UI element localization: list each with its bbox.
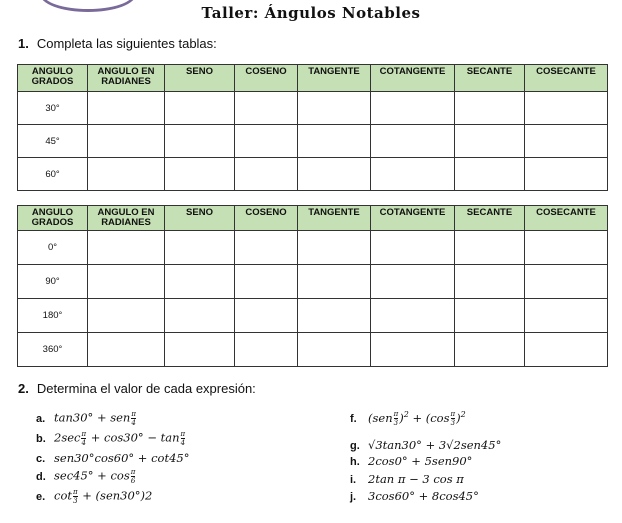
expression-i: i. 2tan π − 3 cos π	[350, 472, 464, 486]
answer-cell[interactable]	[371, 158, 455, 191]
answer-cell[interactable]	[298, 158, 371, 191]
answer-cell[interactable]	[88, 125, 165, 158]
answer-cell[interactable]	[371, 299, 455, 333]
answer-cell[interactable]	[371, 125, 455, 158]
answer-cell[interactable]	[165, 231, 235, 265]
column-header: COTANGENTE	[371, 65, 455, 92]
question-2-number: 2.	[18, 381, 29, 396]
answer-cell[interactable]	[371, 231, 455, 265]
column-header: ANGULO GRADOS	[18, 65, 88, 92]
table-row	[18, 299, 608, 333]
column-header: SENO	[165, 206, 235, 231]
angle-cell: 0°	[18, 231, 88, 265]
answer-cell[interactable]	[235, 231, 298, 265]
question-1-number: 1.	[18, 36, 29, 51]
answer-cell[interactable]	[298, 231, 371, 265]
answer-cell[interactable]	[455, 299, 525, 333]
table-1-header-row	[18, 65, 608, 92]
answer-cell[interactable]	[455, 125, 525, 158]
column-header: TANGENTE	[298, 65, 371, 92]
expression-g: g. √3tan30° + 3√2sen45°	[350, 438, 502, 452]
answer-cell[interactable]	[88, 265, 165, 299]
angle-cell: 30°	[18, 92, 88, 125]
angle-cell: 90°	[18, 265, 88, 299]
answer-cell[interactable]	[235, 125, 298, 158]
answer-cell[interactable]	[165, 158, 235, 191]
column-header: ANGULO EN RADIANES	[88, 206, 165, 231]
table-2-header-row	[18, 206, 608, 231]
angle-cell: 180°	[18, 299, 88, 333]
answer-cell[interactable]	[88, 299, 165, 333]
answer-cell[interactable]	[235, 158, 298, 191]
column-header: SENO	[165, 65, 235, 92]
table-row	[18, 231, 608, 265]
column-header: TANGENTE	[298, 206, 371, 231]
answer-cell[interactable]	[235, 333, 298, 367]
question-1	[18, 36, 217, 51]
table-row	[18, 125, 608, 158]
table-row	[18, 265, 608, 299]
answer-cell[interactable]	[165, 92, 235, 125]
table-2	[17, 205, 608, 367]
answer-cell[interactable]	[371, 333, 455, 367]
answer-cell[interactable]	[235, 299, 298, 333]
column-header: ANGULO EN RADIANES	[88, 65, 165, 92]
column-header: COTANGENTE	[371, 206, 455, 231]
column-header: COSENO	[235, 65, 298, 92]
answer-cell[interactable]	[88, 333, 165, 367]
answer-cell[interactable]	[298, 92, 371, 125]
answer-cell[interactable]	[88, 158, 165, 191]
question-2-text: Determina el valor de cada expresión:	[36, 381, 256, 396]
table-row	[18, 333, 608, 367]
answer-cell[interactable]	[455, 92, 525, 125]
answer-cell[interactable]	[525, 158, 608, 191]
answer-cell[interactable]	[235, 265, 298, 299]
answer-cell[interactable]	[525, 299, 608, 333]
answer-cell[interactable]	[165, 265, 235, 299]
answer-cell[interactable]	[525, 92, 608, 125]
answer-cell[interactable]	[298, 265, 371, 299]
question-2	[18, 381, 256, 396]
answer-cell[interactable]	[455, 158, 525, 191]
column-header: SECANTE	[455, 206, 525, 231]
column-header: COSENO	[235, 206, 298, 231]
answer-cell[interactable]	[235, 92, 298, 125]
answer-cell[interactable]	[165, 333, 235, 367]
answer-cell[interactable]	[525, 333, 608, 367]
column-header: SECANTE	[455, 65, 525, 92]
expression-f: f. (sen $\frac{\pi}{3}$ )$^2$ + (cos $\frac{\pi}{3}$ )$^2$	[350, 410, 466, 428]
answer-cell[interactable]	[298, 125, 371, 158]
column-header: ANGULO GRADOS	[18, 206, 88, 231]
column-header: COSECANTE	[525, 206, 608, 231]
answer-cell[interactable]	[525, 125, 608, 158]
answer-cell[interactable]	[165, 125, 235, 158]
answer-cell[interactable]	[525, 265, 608, 299]
expression-a: a. tan30° + sen $\frac{\pi}{4}$	[36, 410, 136, 427]
answer-cell[interactable]	[525, 231, 608, 265]
answer-cell[interactable]	[298, 333, 371, 367]
table-1	[17, 64, 608, 191]
expression-c: c. sen30°cos60° + cot45°	[36, 451, 190, 465]
table-row	[18, 158, 608, 191]
answer-cell[interactable]	[371, 92, 455, 125]
answer-cell[interactable]	[88, 92, 165, 125]
answer-cell[interactable]	[455, 265, 525, 299]
column-header: COSECANTE	[525, 65, 608, 92]
answer-cell[interactable]	[455, 333, 525, 367]
page-title: Taller: Ángulos Notables	[201, 4, 421, 22]
expression-h: h. 2cos0° + 5sen90°	[350, 454, 473, 468]
expression-d: d. sec45° + cos $\frac{\pi}{6}$	[36, 468, 136, 485]
angle-cell: 45°	[18, 125, 88, 158]
question-1-text: Completa las siguientes tablas:	[36, 36, 217, 51]
angle-cell: 60°	[18, 158, 88, 191]
answer-cell[interactable]	[88, 231, 165, 265]
answer-cell[interactable]	[298, 299, 371, 333]
table-row	[18, 92, 608, 125]
answer-cell[interactable]	[165, 299, 235, 333]
expression-b: b. 2sec $\frac{\pi}{4}$ + cos30° − tan $\frac{\pi}{4}$	[36, 430, 186, 447]
answer-cell[interactable]	[455, 231, 525, 265]
answer-cell[interactable]	[371, 265, 455, 299]
expression-e: e. cot $\frac{\pi}{3}$ + (sen30°)2	[36, 488, 153, 505]
expression-j: j. 3cos60° + 8cos45°	[350, 489, 479, 503]
angle-cell: 360°	[18, 333, 88, 367]
